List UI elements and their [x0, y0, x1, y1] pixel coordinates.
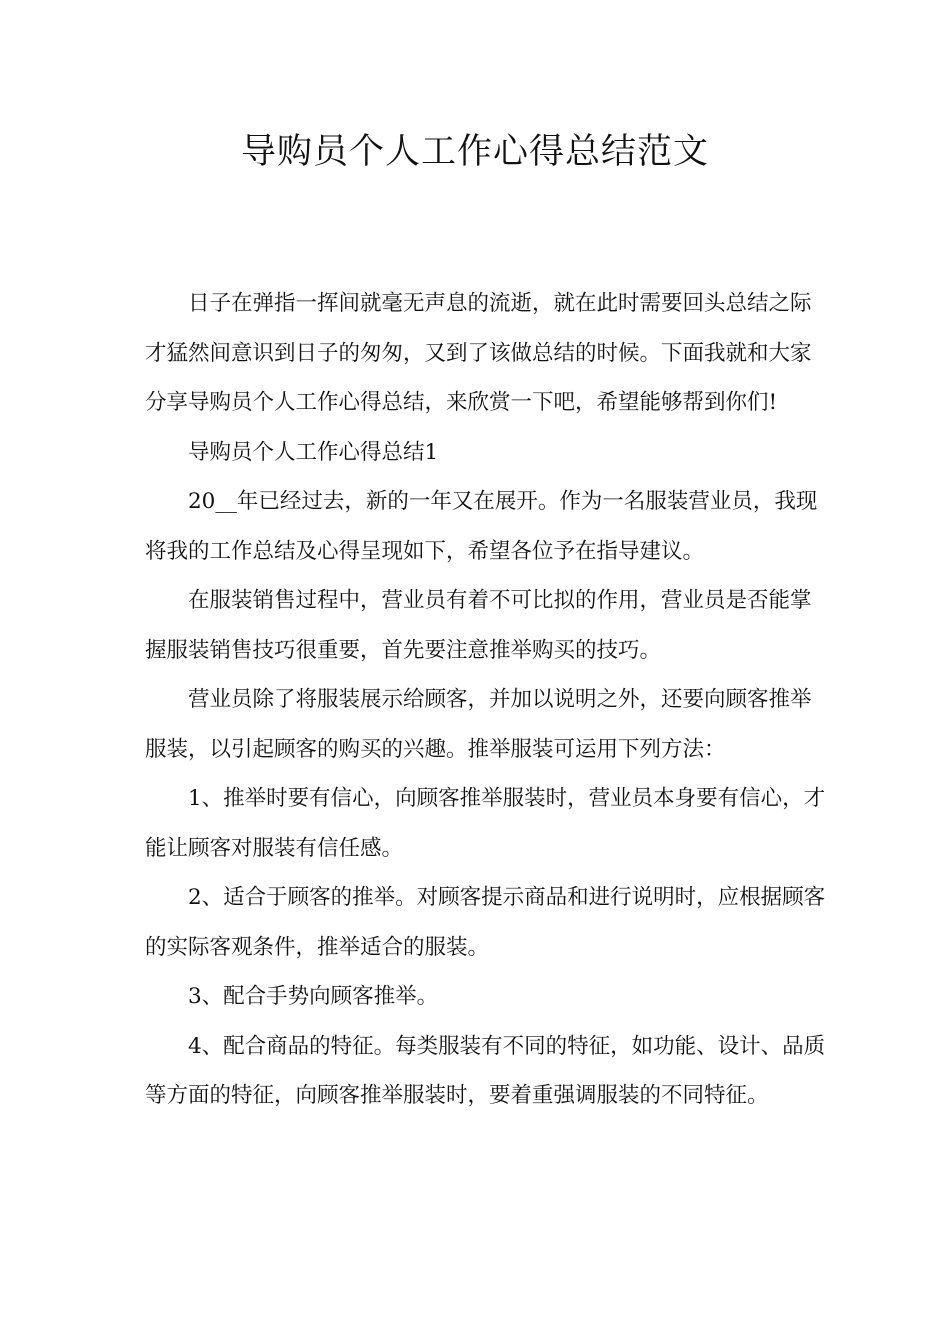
paragraph: 营业员除了将服装展示给顾客，并加以说明之外，还要向顾客推举服装，以引起顾客的购买的兴趣。推举服装可运用下列方法：: [145, 687, 812, 762]
document-title: 导购员个人工作心得总结范文: [240, 132, 709, 172]
section-heading: 导购员个人工作心得总结1: [188, 439, 439, 465]
list-item: 3、配合手势向顾客推举。: [188, 984, 439, 1009]
paragraph-intro: 日子在弹指一挥间就毫无声息的流逝，就在此时需要回头总结之际才猛然间意识到日子的匆匆，又到了该做总结的时候。下面我就和大家分享导购员个人工作心得总结，来欣赏一下吧，希望能够帮到你们!: [145, 291, 812, 415]
paragraph: 在服装销售过程中，营业员有着不可比拟的作用，营业员是否能掌握服装销售技巧很重要，首先要注意推举购买的技巧。: [145, 588, 812, 663]
list-item: 2、适合于顾客的推举。对顾客提示商品和进行说明时，应根据顾客的实际客观条件，推举适合的服装。: [145, 885, 826, 960]
paragraph: 20__年已经过去，新的一年又在展开。作为一名服装营业员，我现将我的工作总结及心得呈现如下，希望各位予在指导建议。: [145, 489, 818, 564]
list-item: 4、配合商品的特征。每类服装有不同的特征，如功能、设计、品质等方面的特征，向顾客推举服装时，要着重强调服装的不同特征。: [145, 1033, 826, 1108]
list-item: 1、推举时要有信心，向顾客推举服装时，营业员本身要有信心，才能让顾客对服装有信任感。: [145, 786, 826, 861]
document-body: [145, 279, 830, 1121]
